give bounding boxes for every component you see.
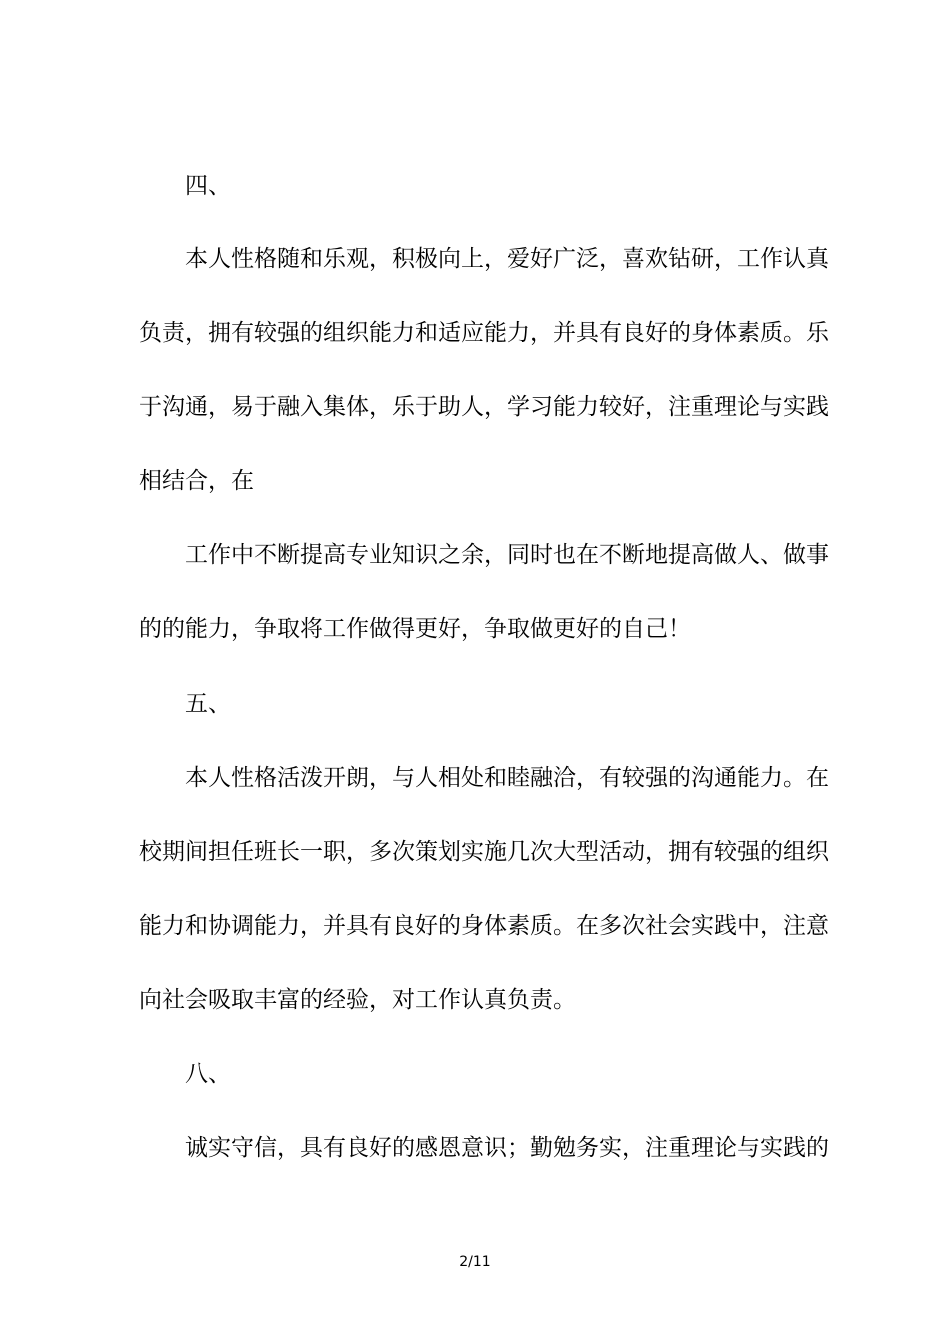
- paragraph-line: 本人性格随和乐观，积极向上，爱好广泛，喜欢钻研，工作认真: [185, 246, 829, 272]
- paragraph-line: 诚实守信，具有良好的感恩意识；勤勉务实，注重理论与实践的: [185, 1135, 829, 1161]
- paragraph-line: 负责，拥有较强的组织能力和适应能力，并具有良好的身体素质。乐: [139, 320, 829, 346]
- paragraph-line: 能力和协调能力，并具有良好的身体素质。在多次社会实践中，注意: [139, 913, 829, 939]
- paragraph-line: 本人性格活泼开朗，与人相处和睦融洽，有较强的沟通能力。在: [185, 765, 829, 791]
- paragraph-line: 相结合，在: [139, 468, 254, 494]
- paragraph-line: 工作中不断提高专业知识之余，同时也在不断地提高做人、做事: [185, 542, 829, 568]
- paragraph-line: 校期间担任班长一职，多次策划实施几次大型活动，拥有较强的组织: [139, 839, 829, 865]
- section-heading-5: 五、: [185, 691, 231, 717]
- section-heading-4: 四、: [185, 173, 231, 199]
- paragraph-line: 于沟通，易于融入集体，乐于助人，学习能力较好，注重理论与实践: [139, 394, 829, 420]
- section-heading-8: 八、: [185, 1061, 231, 1087]
- paragraph-line: 向社会吸取丰富的经验，对工作认真负责。: [139, 987, 576, 1013]
- page-number: 2/11: [459, 1254, 491, 1270]
- paragraph-line: 的的能力，争取将工作做得更好，争取做更好的自己！: [139, 616, 691, 642]
